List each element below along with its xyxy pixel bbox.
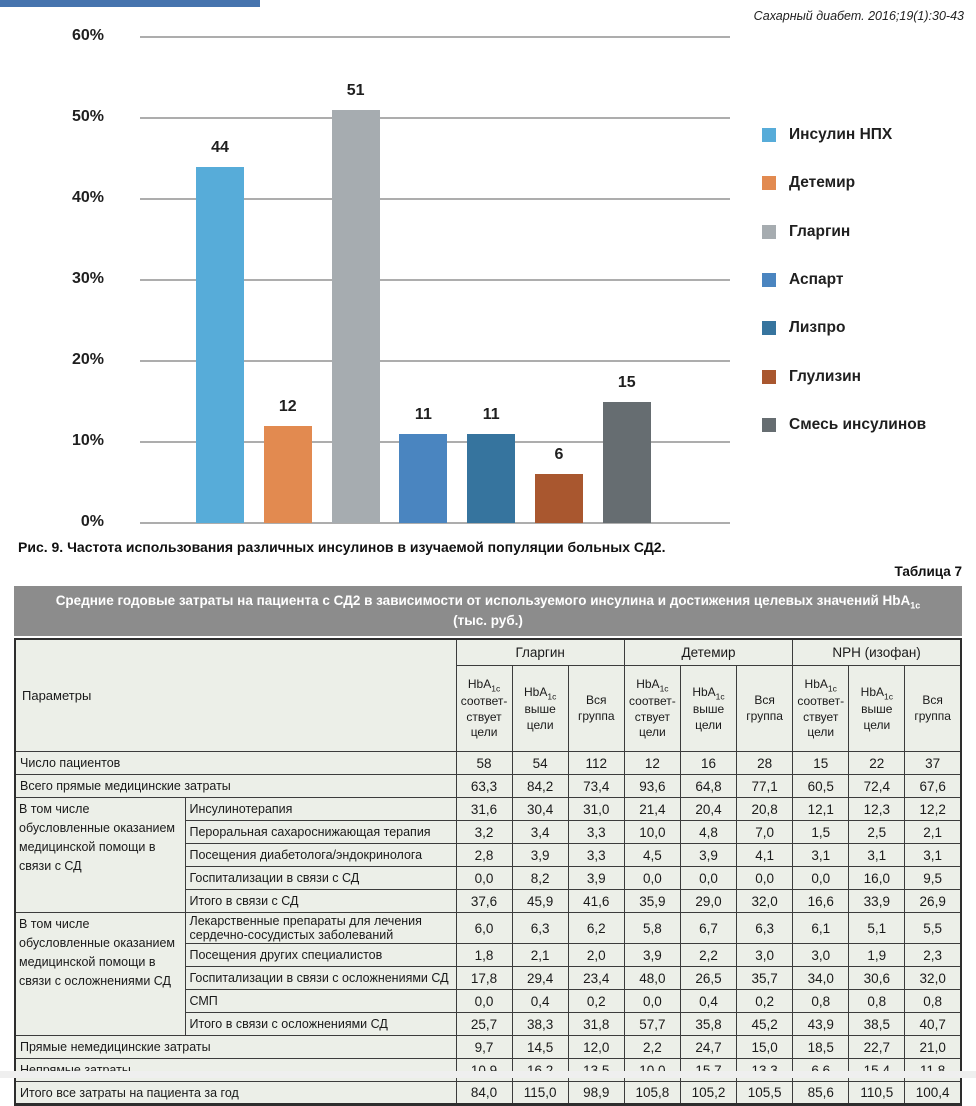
value-cell: 5,1 xyxy=(849,913,905,944)
value-cell: 3,3 xyxy=(568,844,624,867)
value-cell: 32,0 xyxy=(737,890,793,913)
legend-item xyxy=(762,127,892,143)
row-label-cell: Посещения других специалистов xyxy=(185,944,456,967)
value-cell: 12,3 xyxy=(849,798,905,821)
value-cell: 4,5 xyxy=(624,844,680,867)
value-cell: 4,1 xyxy=(737,844,793,867)
legend-label: Детемир xyxy=(789,174,856,192)
value-cell: 12,1 xyxy=(793,798,849,821)
sub-column-header: Вся группа xyxy=(905,666,961,752)
value-cell: 5,8 xyxy=(624,913,680,944)
value-cell: 0,4 xyxy=(512,990,568,1013)
value-cell: 6,7 xyxy=(680,913,736,944)
value-cell: 77,1 xyxy=(737,775,793,798)
value-cell: 3,9 xyxy=(512,844,568,867)
value-cell: 3,1 xyxy=(793,844,849,867)
value-cell: 3,0 xyxy=(793,944,849,967)
legend-swatch xyxy=(762,321,776,335)
row-label-cell: Госпитализации в связи с осложнениями СД xyxy=(185,967,456,990)
value-cell: 84,0 xyxy=(456,1082,512,1105)
value-cell: 67,6 xyxy=(905,775,961,798)
value-cell: 1,9 xyxy=(849,944,905,967)
value-cell: 31,6 xyxy=(456,798,512,821)
bar xyxy=(399,434,447,523)
value-cell: 0,0 xyxy=(680,867,736,890)
sub-column-header: HbA$_{1c}$ соответ- ствует цели xyxy=(456,666,512,752)
value-cell: 30,4 xyxy=(512,798,568,821)
value-cell: 3,0 xyxy=(737,944,793,967)
value-cell: 2,3 xyxy=(905,944,961,967)
value-cell: 14,5 xyxy=(512,1036,568,1059)
column-group-header: Детемир xyxy=(624,639,792,666)
bar-value-label: 12 xyxy=(278,397,297,415)
value-cell: 93,6 xyxy=(624,775,680,798)
table-row xyxy=(15,798,961,821)
row-label-cell: Пероральная сахароснижающая терапия xyxy=(185,821,456,844)
sub-column-header: Вся группа xyxy=(568,666,624,752)
value-cell: 58 xyxy=(456,752,512,775)
column-group-header: NPH (изофан) xyxy=(793,639,961,666)
value-cell: 2,1 xyxy=(905,821,961,844)
value-cell: 5,5 xyxy=(905,913,961,944)
value-cell: 0,2 xyxy=(737,990,793,1013)
value-cell: 31,0 xyxy=(568,798,624,821)
sub-column-header: HbA$_{1c}$ соответ- ствует цели xyxy=(624,666,680,752)
y-axis-tick-label: 0% xyxy=(80,513,104,530)
value-cell: 2,2 xyxy=(680,944,736,967)
table-row xyxy=(15,913,961,944)
bar-value-label: 51 xyxy=(346,81,365,99)
value-cell: 29,0 xyxy=(680,890,736,913)
value-cell: 26,5 xyxy=(680,967,736,990)
value-cell: 32,0 xyxy=(905,967,961,990)
value-cell: 37 xyxy=(905,752,961,775)
row-label-cell: Посещения диабетолога/эндокринолога xyxy=(185,844,456,867)
value-cell: 84,2 xyxy=(512,775,568,798)
value-cell: 28 xyxy=(737,752,793,775)
value-cell: 21,0 xyxy=(905,1036,961,1059)
bar xyxy=(264,426,312,523)
row-label-cell: Инсулинотерапия xyxy=(185,798,456,821)
value-cell: 26,9 xyxy=(905,890,961,913)
y-axis-tick-label: 50% xyxy=(71,108,104,125)
value-cell: 6,2 xyxy=(568,913,624,944)
cost-table xyxy=(14,638,962,1106)
value-cell: 0,8 xyxy=(905,990,961,1013)
legend-label: Смесь инсулинов xyxy=(789,415,927,433)
legend-label: Лизпро xyxy=(789,319,846,337)
value-cell: 16,0 xyxy=(849,867,905,890)
value-cell: 3,1 xyxy=(849,844,905,867)
column-group-header: Гларгин xyxy=(456,639,624,666)
value-cell: 0,0 xyxy=(793,867,849,890)
value-cell: 2,5 xyxy=(849,821,905,844)
bar xyxy=(603,402,651,524)
value-cell: 22 xyxy=(849,752,905,775)
table-number-label: Таблица 7 xyxy=(894,564,962,579)
value-cell: 0,0 xyxy=(456,990,512,1013)
table-header-row xyxy=(15,639,961,666)
value-cell: 16 xyxy=(680,752,736,775)
sub-column-header: Вся группа xyxy=(737,666,793,752)
bar xyxy=(332,110,380,523)
value-cell: 105,8 xyxy=(624,1082,680,1105)
value-cell: 33,9 xyxy=(849,890,905,913)
y-axis-tick-label: 40% xyxy=(71,189,104,206)
value-cell: 15,0 xyxy=(737,1036,793,1059)
legend-label: Глулизин xyxy=(789,367,862,385)
value-cell: 0,0 xyxy=(456,867,512,890)
gridline xyxy=(140,117,730,119)
sub-column-header: HbA$_{1c}$ выше цели xyxy=(849,666,905,752)
legend-swatch xyxy=(762,225,776,239)
row-label-cell: Итого в связи с СД xyxy=(185,890,456,913)
value-cell: 48,0 xyxy=(624,967,680,990)
value-cell: 85,6 xyxy=(793,1082,849,1105)
value-cell: 0,8 xyxy=(849,990,905,1013)
journal-reference: Сахарный диабет. 2016;19(1):30-43 xyxy=(753,9,964,23)
row-label-cell: Всего прямые медицинские затраты xyxy=(15,775,456,798)
value-cell: 6,0 xyxy=(456,913,512,944)
value-cell: 3,1 xyxy=(905,844,961,867)
value-cell: 45,2 xyxy=(737,1013,793,1036)
row-label-cell: Итого в связи с осложнениями СД xyxy=(185,1013,456,1036)
value-cell: 8,2 xyxy=(512,867,568,890)
value-cell: 3,4 xyxy=(512,821,568,844)
table-row xyxy=(15,775,961,798)
value-cell: 105,5 xyxy=(737,1082,793,1105)
value-cell: 1,5 xyxy=(793,821,849,844)
table-row xyxy=(15,1036,961,1059)
value-cell: 3,3 xyxy=(568,821,624,844)
legend-item xyxy=(762,224,850,240)
value-cell: 12,0 xyxy=(568,1036,624,1059)
value-cell: 38,5 xyxy=(849,1013,905,1036)
row-label-cell: Госпитализации в связи с СД xyxy=(185,867,456,890)
figure-caption: Рис. 9. Частота использования различных инсулинов в изучаемой популяции больных СД2. xyxy=(18,539,666,555)
legend-swatch xyxy=(762,273,776,287)
sub-column-header: HbA$_{1c}$ соответ- ствует цели xyxy=(793,666,849,752)
value-cell: 3,9 xyxy=(624,944,680,967)
bar xyxy=(535,474,583,523)
value-cell: 41,6 xyxy=(568,890,624,913)
page-bottom-divider xyxy=(0,1071,976,1078)
value-cell: 0,2 xyxy=(568,990,624,1013)
value-cell: 110,5 xyxy=(849,1082,905,1105)
value-cell: 12 xyxy=(624,752,680,775)
value-cell: 9,5 xyxy=(905,867,961,890)
y-axis-tick-label: 60% xyxy=(71,27,104,44)
legend-swatch xyxy=(762,176,776,190)
sub-column-header: HbA$_{1c}$ выше цели xyxy=(680,666,736,752)
value-cell: 18,5 xyxy=(793,1036,849,1059)
value-cell: 9,7 xyxy=(456,1036,512,1059)
table-title: Средние годовые затраты на пациента с СД2 в зависимости от используемого инсулина и достижения целевых значений HbA$_{1c}$ (тыс. руб.) xyxy=(14,586,962,636)
legend-item xyxy=(762,369,861,385)
value-cell: 115,0 xyxy=(512,1082,568,1105)
value-cell: 3,9 xyxy=(568,867,624,890)
sub-column-header: HbA$_{1c}$ выше цели xyxy=(512,666,568,752)
value-cell: 3,9 xyxy=(680,844,736,867)
value-cell: 1,8 xyxy=(456,944,512,967)
value-cell: 22,7 xyxy=(849,1036,905,1059)
row-label-cell: СМП xyxy=(185,990,456,1013)
value-cell: 0,0 xyxy=(737,867,793,890)
value-cell: 23,4 xyxy=(568,967,624,990)
value-cell: 2,8 xyxy=(456,844,512,867)
value-cell: 0,4 xyxy=(680,990,736,1013)
value-cell: 37,6 xyxy=(456,890,512,913)
bar-value-label: 44 xyxy=(211,138,229,156)
value-cell: 25,7 xyxy=(456,1013,512,1036)
bar xyxy=(467,434,515,523)
value-cell: 31,8 xyxy=(568,1013,624,1036)
bar xyxy=(196,167,244,523)
value-cell: 40,7 xyxy=(905,1013,961,1036)
value-cell: 105,2 xyxy=(680,1082,736,1105)
value-cell: 3,2 xyxy=(456,821,512,844)
value-cell: 12,2 xyxy=(905,798,961,821)
value-cell: 63,3 xyxy=(456,775,512,798)
value-cell: 0,0 xyxy=(624,867,680,890)
group-label-cell: В том числе обусловленные оказанием медицинской помощи в связи с СД xyxy=(15,798,185,913)
legend-label: Инсулин НПХ xyxy=(789,126,893,143)
value-cell: 45,9 xyxy=(512,890,568,913)
value-cell: 43,9 xyxy=(793,1013,849,1036)
value-cell: 4,8 xyxy=(680,821,736,844)
value-cell: 60,5 xyxy=(793,775,849,798)
value-cell: 20,4 xyxy=(680,798,736,821)
row-label-cell: Прямые немедицинские затраты xyxy=(15,1036,456,1059)
legend-item xyxy=(762,272,843,288)
legend-label: Аспарт xyxy=(789,270,844,288)
row-label-cell: Итого все затраты на пациента за год xyxy=(15,1082,456,1105)
value-cell: 98,9 xyxy=(568,1082,624,1105)
table-row xyxy=(15,752,961,775)
value-cell: 34,0 xyxy=(793,967,849,990)
row-label-cell: Число пациентов xyxy=(15,752,456,775)
value-cell: 0,8 xyxy=(793,990,849,1013)
value-cell: 29,4 xyxy=(512,967,568,990)
value-cell: 2,2 xyxy=(624,1036,680,1059)
bar-value-label: 6 xyxy=(554,446,564,464)
value-cell: 17,8 xyxy=(456,967,512,990)
value-cell: 30,6 xyxy=(849,967,905,990)
value-cell: 6,1 xyxy=(793,913,849,944)
value-cell: 54 xyxy=(512,752,568,775)
legend-item xyxy=(762,320,845,336)
legend-swatch xyxy=(762,418,776,432)
table-row xyxy=(15,1082,961,1105)
value-cell: 6,3 xyxy=(737,913,793,944)
legend-item xyxy=(762,417,926,433)
value-cell: 7,0 xyxy=(737,821,793,844)
insulin-usage-bar-chart xyxy=(0,0,976,540)
value-cell: 24,7 xyxy=(680,1036,736,1059)
value-cell: 2,1 xyxy=(512,944,568,967)
value-cell: 57,7 xyxy=(624,1013,680,1036)
value-cell: 20,8 xyxy=(737,798,793,821)
legend-swatch xyxy=(762,128,776,142)
cost-table-section xyxy=(14,586,962,1106)
value-cell: 15 xyxy=(793,752,849,775)
value-cell: 64,8 xyxy=(680,775,736,798)
value-cell: 35,7 xyxy=(737,967,793,990)
value-cell: 2,0 xyxy=(568,944,624,967)
value-cell: 35,8 xyxy=(680,1013,736,1036)
legend-item xyxy=(762,175,855,191)
value-cell: 0,0 xyxy=(624,990,680,1013)
value-cell: 21,4 xyxy=(624,798,680,821)
y-axis-tick-label: 20% xyxy=(71,351,104,368)
bar-value-label: 15 xyxy=(617,373,636,391)
bar-value-label: 11 xyxy=(482,405,500,423)
y-axis-tick-label: 30% xyxy=(71,270,104,287)
legend-label: Гларгин xyxy=(789,222,851,240)
row-label-cell: Лекарственные препараты для лечения сердечно-сосудистых заболеваний xyxy=(185,913,456,944)
value-cell: 35,9 xyxy=(624,890,680,913)
params-header-cell: Параметры xyxy=(15,639,456,752)
gridline xyxy=(140,36,730,38)
y-axis-tick-label: 10% xyxy=(71,432,104,449)
value-cell: 100,4 xyxy=(905,1082,961,1105)
group-label-cell: В том числе обусловленные оказанием медицинской помощи в связи с осложнениями СД xyxy=(15,913,185,1036)
value-cell: 10,0 xyxy=(624,821,680,844)
value-cell: 6,3 xyxy=(512,913,568,944)
value-cell: 72,4 xyxy=(849,775,905,798)
bar-value-label: 11 xyxy=(414,405,432,423)
value-cell: 73,4 xyxy=(568,775,624,798)
value-cell: 16,6 xyxy=(793,890,849,913)
value-cell: 112 xyxy=(568,752,624,775)
value-cell: 38,3 xyxy=(512,1013,568,1036)
legend-swatch xyxy=(762,370,776,384)
